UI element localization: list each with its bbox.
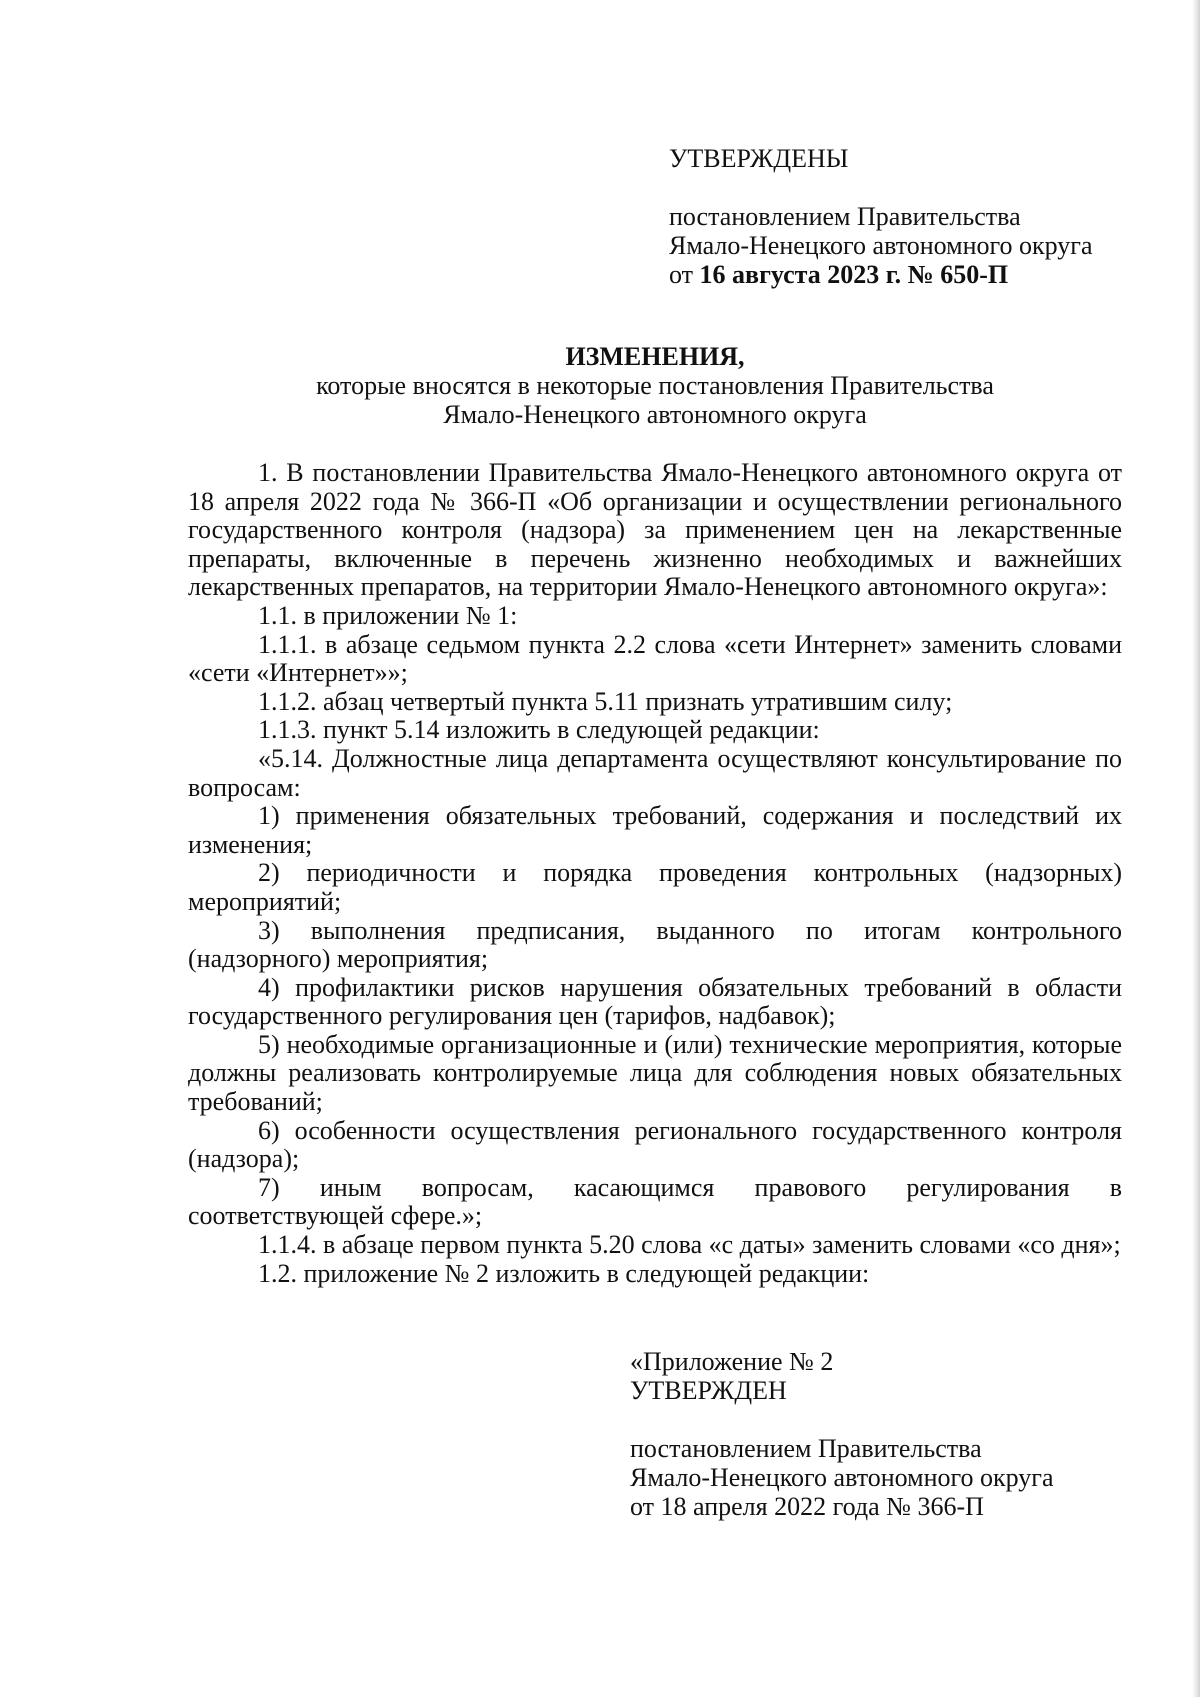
document-subtitle-line-1: которые вносятся в некоторые постановления Правительства <box>316 371 994 400</box>
approval-line-2: Ямало-Ненецкого автономного округа <box>669 231 1093 260</box>
annex-line-1: «Приложение № 2 <box>630 1347 834 1376</box>
approval-line-1: постановлением Правительства <box>669 202 1021 231</box>
scan-edge-shadow <box>1192 0 1200 1697</box>
document-subtitle-line-2: Ямало-Ненецкого автономного округа <box>443 400 867 429</box>
paragraph: 1. В постановлении Правительства Ямало-Ненецкого автономного округа от 18 апреля 2022 года № 366-П «Об организации и осуществлении регионального государственного контроля (надзора) за применением цен на лекарственные препараты, включенные в перечень жизненно необходимых и важнейших лекарственных препаратов, на территории Ямало-Ненецкого автономного округа»: <box>188 458 1122 602</box>
approval-date-line <box>669 260 1093 289</box>
annex-line-2: постановлением Правительства <box>630 1434 982 1463</box>
document-body <box>188 459 1122 1288</box>
approval-label: УТВЕРЖДЕНЫ <box>669 144 849 173</box>
paragraph: 1) применения обязательных требований, содержания и последствий их изменения; <box>188 801 1122 859</box>
document-title: ИЗМЕНЕНИЯ, <box>565 342 745 371</box>
paragraph: «5.14. Должностные лица департамента осуществляют консультирование по вопросам: <box>188 743 1122 802</box>
paragraph: 4) профилактики рисков нарушения обязательных требований в области государственного регулирования цен (тарифов, надбавок); <box>188 972 1122 1031</box>
approval-date-prefix: от <box>669 260 700 289</box>
annex-spacer <box>630 1405 1054 1434</box>
annex-line-3: Ямало-Ненецкого автономного округа <box>630 1463 1054 1492</box>
paragraph: 1.1.3. пункт 5.14 изложить в следующей редакции: <box>258 715 820 745</box>
document-heading <box>188 342 1122 429</box>
paragraph: 1.1. в приложении № 1: <box>258 600 518 630</box>
paragraph: 1.2. приложение № 2 изложить в следующей редакции: <box>258 1258 870 1288</box>
approval-date-value: 16 августа 2023 г. № 650-П <box>699 260 1009 289</box>
annex-label: УТВЕРЖДЕН <box>630 1376 787 1405</box>
paragraph: 1.1.1. в абзаце седьмом пункта 2.2 слова «сети Интернет» заменить словами «сети «Интернет»»; <box>188 629 1122 688</box>
paragraph: 7) иным вопросам, касающимся правового регулирования в соответствующей сфере.»; <box>188 1172 1122 1231</box>
approval-block <box>669 144 1093 289</box>
paragraph: 3) выполнения предписания, выданного по итогам контрольного (надзорного) мероприятия; <box>188 915 1122 974</box>
paragraph: 5) необходимые организационные и (или) технические мероприятия, которые должны реализовать контролируемые лица для соблюдения новых обязательных требований; <box>188 1029 1122 1117</box>
paragraph: 2) периодичности и порядка проведения контрольных (надзорных) мероприятий; <box>188 858 1122 916</box>
paragraph: 6) особенности осуществления регионального государственного контроля (надзора); <box>188 1115 1122 1174</box>
annex-line-4: от 18 апреля 2022 года № 366-П <box>630 1492 984 1521</box>
annex-approval-block <box>630 1347 1054 1521</box>
paragraph: 1.1.2. абзац четвертый пункта 5.11 признать утратившим силу; <box>258 686 953 716</box>
paragraph: 1.1.4. в абзаце первом пункта 5.20 слова «с даты» заменить словами «со дня»; <box>258 1230 1121 1260</box>
